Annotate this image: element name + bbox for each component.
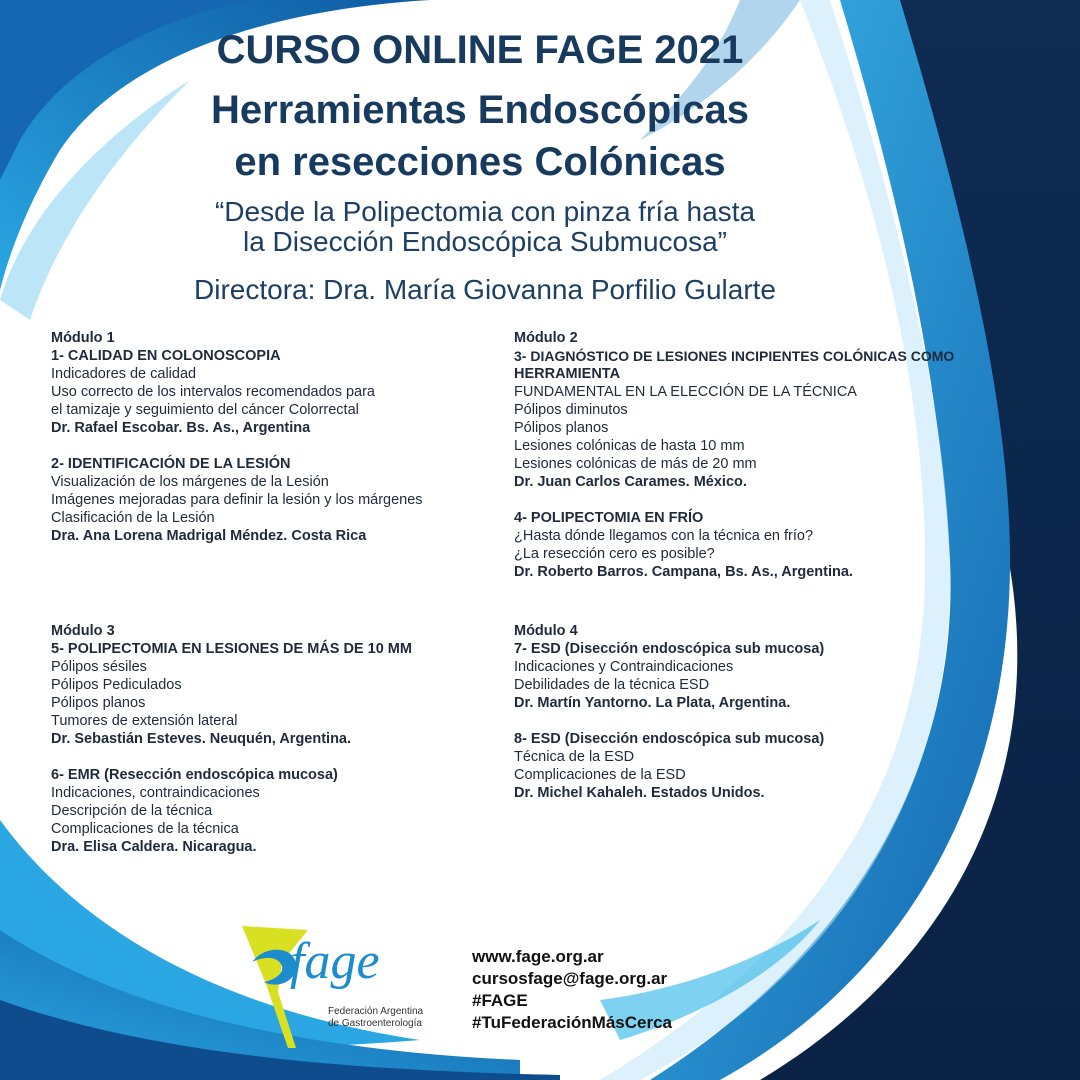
speaker: Dr. Juan Carlos Carames. México. (514, 474, 747, 490)
session-item: Pólipos diminutos (514, 402, 628, 418)
session-title: 3- DIAGNÓSTICO DE LESIONES INCIPIENTES COLÓNICAS COMO (514, 348, 955, 364)
logo-wordmark: fage (290, 933, 380, 990)
session-item: Pólipos planos (514, 420, 609, 436)
module-label: Módulo 3 (51, 623, 115, 639)
session-title: 8- ESD (Disección endoscópica sub mucosa) (514, 731, 825, 747)
session-item: Lesiones colónicas de más de 20 mm (514, 456, 757, 472)
course-title: CURSO ONLINE FAGE 2021 (216, 28, 744, 72)
session-item: FUNDAMENTAL EN LA ELECCIÓN DE LA TÉCNICA (514, 384, 857, 400)
session-item: Técnica de la ESD (514, 749, 635, 765)
session-item: Descripción de la técnica (51, 803, 213, 819)
speaker: Dr. Martín Yantorno. La Plata, Argentina. (514, 695, 791, 711)
session-item: Complicaciones de la ESD (514, 767, 686, 783)
module-1 (51, 329, 491, 545)
session-item: Pólipos planos (51, 695, 146, 711)
module-label: Módulo 4 (514, 623, 578, 639)
module-3 (51, 622, 491, 856)
course-subtitle-line2: la Disección Endoscópica Submucosa” (242, 226, 728, 257)
session-item: Tumores de extensión lateral (51, 713, 238, 729)
hashtag-federacion: #TuFederaciónMásCerca (472, 1013, 672, 1032)
hashtag-fage: #FAGE (472, 991, 528, 1010)
email-link[interactable]: cursosfage@fage.org.ar (472, 969, 668, 988)
session-item: Complicaciones de la técnica (51, 821, 239, 837)
website-link[interactable]: www.fage.org.ar (472, 947, 604, 966)
session-title: 7- ESD (Disección endoscópica sub mucosa) (514, 641, 825, 657)
session-title: 4- POLIPECTOMIA EN FRÍO (514, 510, 704, 526)
session-title: 6- EMR (Resección endoscópica mucosa) (51, 767, 338, 783)
course-subtitle: “Desde la Polipectomia con pinza fría hasta (214, 196, 756, 227)
session-item: ¿Hasta dónde llegamos con la técnica en frío? (514, 528, 814, 544)
session-item: Visualización de los márgenes de la Lesión (51, 474, 329, 490)
session-item: Lesiones colónicas de hasta 10 mm (514, 438, 745, 454)
speaker: Dra. Ana Lorena Madrigal Méndez. Costa Rica (51, 528, 367, 544)
speaker: Dra. Elisa Caldera. Nicaragua. (51, 839, 257, 855)
session-item: Pólipos Pediculados (51, 677, 182, 693)
session-item: ¿La resección cero es posible? (514, 546, 715, 562)
contact-block (472, 946, 672, 1034)
session-item: Indicaciones y Contraindicaciones (514, 659, 734, 675)
speaker: Dr. Sebastián Esteves. Neuquén, Argentina. (51, 731, 352, 747)
module-2 (514, 329, 984, 581)
course-title-line2: Herramientas Endoscópicas (211, 88, 749, 132)
logo-org-line2: de Gastroenterología (328, 1018, 422, 1029)
speaker: Dr. Rafael Escobar. Bs. As., Argentina (51, 420, 311, 436)
speaker: Dr. Roberto Barros. Campana, Bs. As., Argentina. (514, 564, 853, 580)
module-4 (514, 622, 954, 802)
directora: Directora: Dra. María Giovanna Porfilio Gularte (194, 274, 776, 305)
module-label: Módulo 2 (514, 330, 578, 346)
session-item: Indicadores de calidad (51, 366, 197, 382)
session-item: Debilidades de la técnica ESD (514, 677, 710, 693)
session-item: Clasificación de la Lesión (51, 510, 215, 526)
session-item: el tamizaje y seguimiento del cáncer Colorrectal (51, 402, 359, 418)
session-title: 5- POLIPECTOMIA EN LESIONES DE MÁS DE 10 MM (51, 641, 412, 657)
fage-logo (238, 922, 448, 1052)
course-title-line3: en resecciones Colónicas (234, 140, 726, 184)
logo-org-line1: Federación Argentina (328, 1006, 424, 1017)
session-item: Uso correcto de los intervalos recomendados para (51, 384, 375, 400)
session-title: 2- IDENTIFICACIÓN DE LA LESIÓN (51, 456, 291, 472)
speaker: Dr. Michel Kahaleh. Estados Unidos. (514, 785, 765, 801)
session-item: Pólipos sésiles (51, 659, 147, 675)
session-item: Imágenes mejoradas para definir la lesión y los márgenes (51, 492, 423, 508)
session-title: 1- CALIDAD EN COLONOSCOPIA (51, 348, 281, 364)
session-item: Indicaciones, contraindicaciones (51, 785, 260, 801)
session-title-cont: HERRAMIENTA (514, 366, 621, 382)
module-label: Módulo 1 (51, 330, 115, 346)
